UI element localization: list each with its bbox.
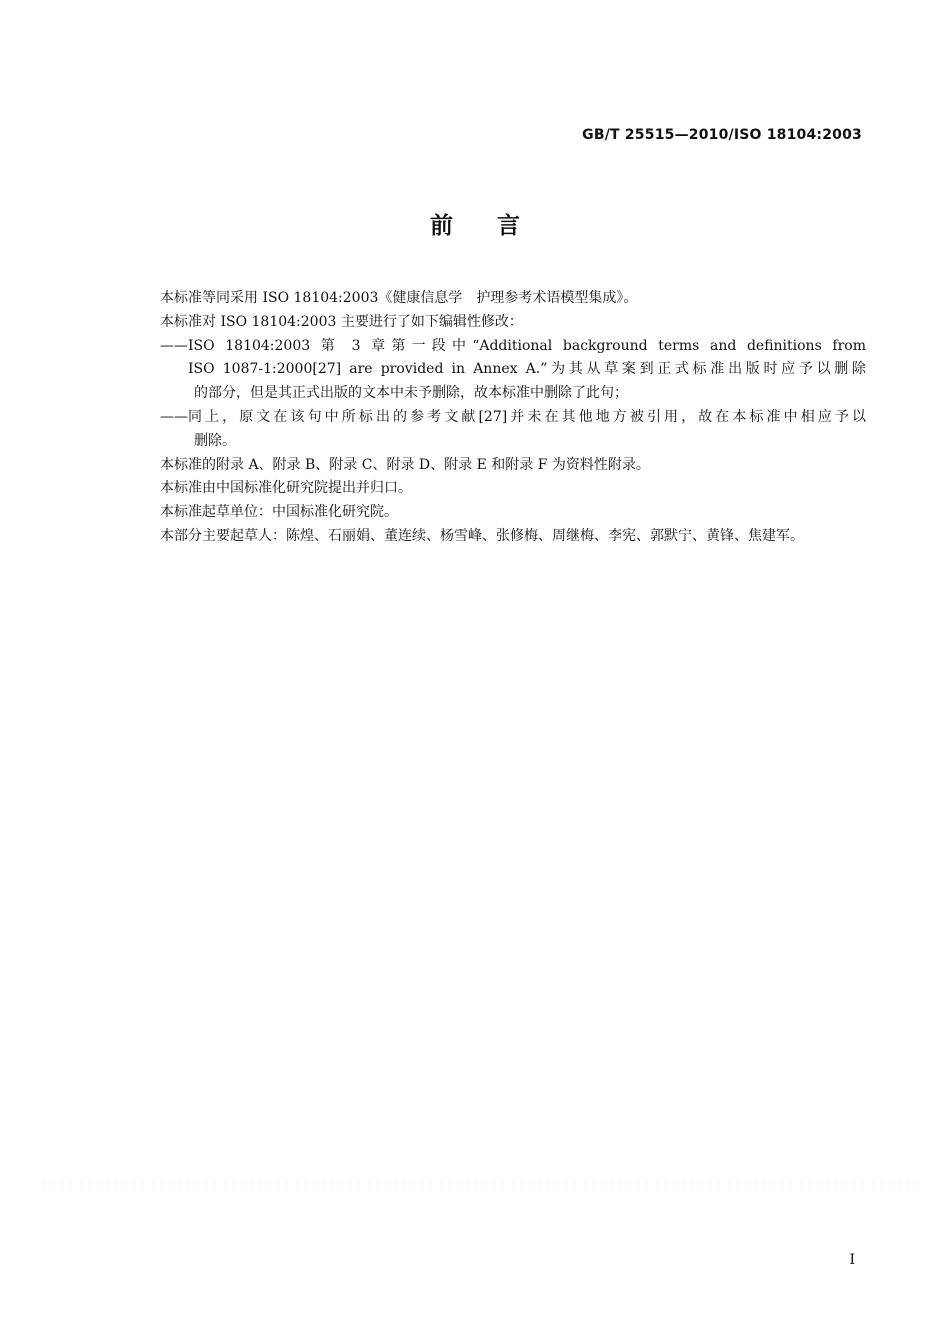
page-title: 前言 [430, 213, 564, 239]
list-item-line: 删除。 [194, 432, 236, 449]
paragraph-drafting-unit: 本标准起草单位：中国标准化研究院。 [160, 504, 398, 521]
paragraph-modifications-intro: 本标准对 ISO 18104:2003 主要进行了如下编辑性修改： [160, 313, 523, 330]
standard-code-header: GB/T 25515—2010/ISO 18104:2003 [582, 127, 862, 143]
scan-noise-band [40, 1180, 920, 1194]
paragraph-proposer: 本标准由中国标准化研究院提出并归口。 [160, 480, 412, 497]
paragraph-annexes: 本标准的附录 A、附录 B、附录 C、附录 D、附录 E 和附录 F 为资料性附录。 [160, 456, 650, 473]
page-number: I [849, 1252, 855, 1268]
list-item-line: 同上，原文在该句中所标出的参考文献[27]并未在其他地方被引用，故在本标准中相应予以 [188, 408, 866, 425]
list-item-modification-2 [160, 406, 866, 454]
paragraph-drafters: 本部分主要起草人：陈煌、石丽娟、董连续、杨雪峰、张修梅、周继梅、李宪、郭默宁、黄锋、焦建军。 [160, 527, 804, 544]
list-item-line: 的部分，但是其正式出版的文本中未予删除，故本标准中删除了此句； [194, 385, 628, 402]
list-item-line: ISO 1087-1:2000[27] are provided in Annex A.”为其从草案到正式标准出版时应予以删除 [188, 361, 866, 378]
list-dash: —— [160, 408, 188, 425]
list-item-line: ISO 18104:2003 第 3 章第一段中“Additional background terms and definitions from [188, 337, 866, 354]
list-dash: —— [160, 337, 188, 354]
list-item-modification-1 [160, 335, 866, 406]
list-item-text [188, 335, 866, 406]
paragraph-adoption: 本标准等同采用 ISO 18104:2003《健康信息学 护理参考术语模型集成》。 [160, 290, 638, 306]
document-body [160, 287, 866, 549]
list-item-text [188, 406, 866, 454]
